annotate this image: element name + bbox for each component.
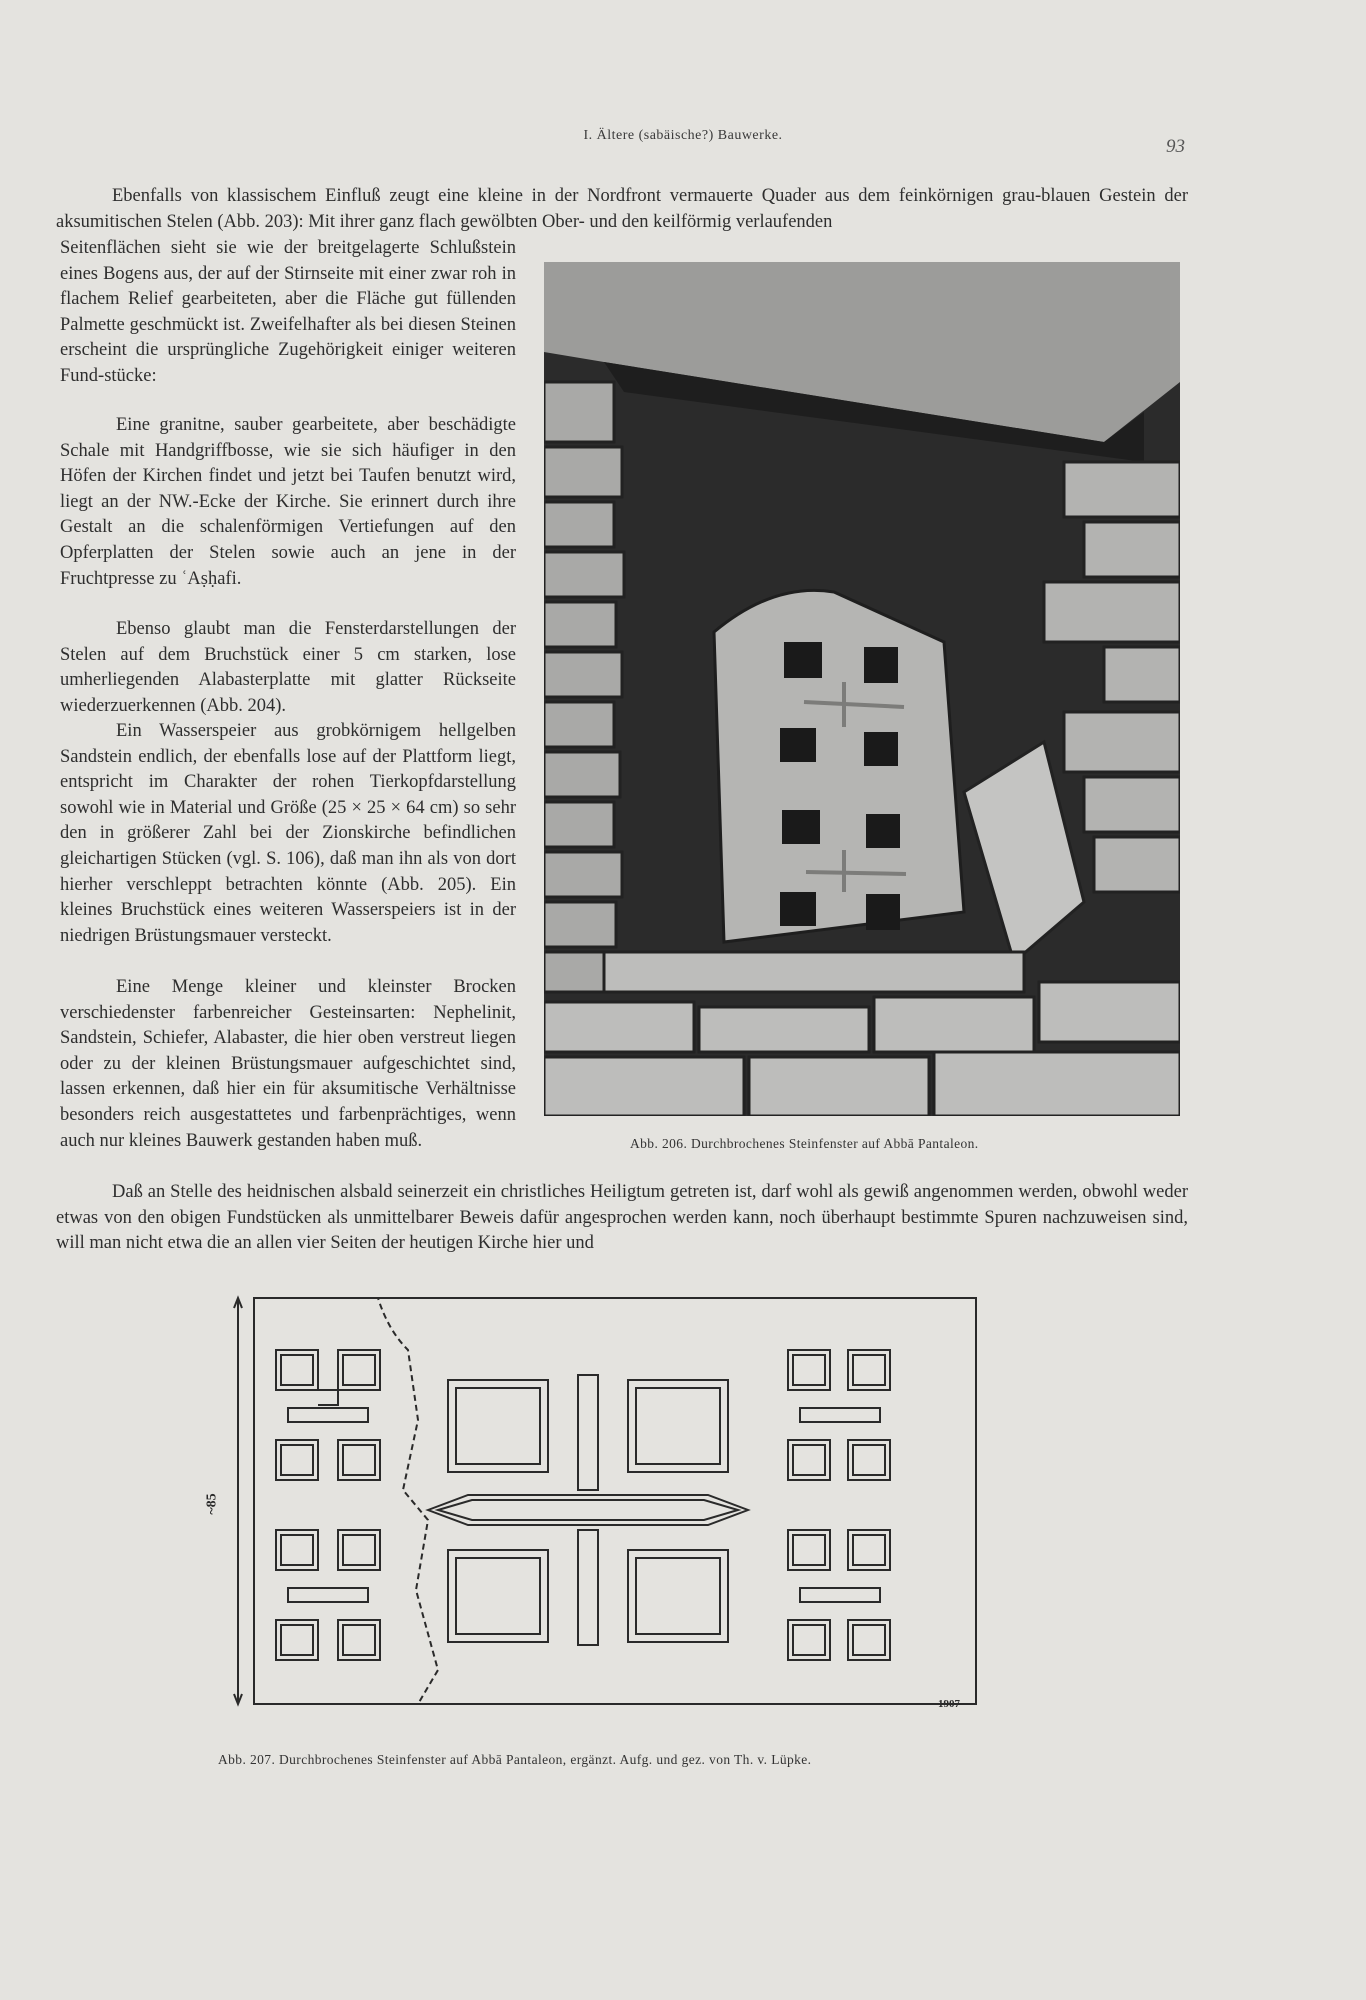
paragraph-1: Ebenfalls von klassischem Einfluß zeugt eine kleine in der Nordfront vermauerte Quader aus dem feinkörnigen grau-blauen Gestein der aksumitischen Stelen (Abb. 203): Mit ihrer ganz flach gewölbten Ober- und den keilförmig verlaufenden	[56, 186, 1188, 232]
paragraph-1-continued: Seitenflächen sieht sie wie der breitgelagerte Schlußstein eines Bogens aus, der auf der Stirnseite mit einer zwar roh in flachem Relief gearbeiteten, aber die Fläche gut füllenden Palmette geschmückt ist. Zweifelhafter als bei diesen Steinen erscheint die ursprüngliche Zugehörigkeit einiger weiteren Fund-stücke:	[60, 238, 516, 386]
drawing-illustration	[228, 1290, 988, 1730]
paragraph-4: Ein Wasserspeier aus grobkörnigem hellgelben Sandstein endlich, der ebenfalls lose auf der Plattform liegt, entspricht im Charakter der rohen Tierkopfdarstellung sowohl wie in Material und Größe (25 × 25 × 64 cm) so sehr den in größerer Zahl bei der Zionskirche befindlichen gleichartigen Stücken (vgl. S. 106), daß man ihn als von dort hierher verschleppt betrachten könnte (Abb. 205). Ein kleines Bruchstück eines weiteren Wasserspeiers ist in der niedrigen Brüstungsmauer versteckt.	[60, 721, 516, 946]
page-number: 93	[1166, 136, 1185, 157]
photo-stone-window	[544, 262, 1180, 1116]
paragraph-5: Eine Menge kleiner und kleinster Brocken verschiedenster farbenreicher Gesteinsarten: Nephelinit, Sandstein, Schiefer, Alabaster, die hier oben verstreut liegen oder zu der kleinen Brüstungsmauer aufgeschichtet sind, lassen erkennen, daß hier ein für aksumitische Verhältnisse besonders reich ausgestattetes und farbenprächtiges, wenn auch nur kleines Bauwerk gestanden haben muß.	[60, 977, 516, 1151]
figure-207-caption: Abb. 207. Durchbrochenes Steinfenster auf Abbā Pantaleon, ergänzt. Aufg. und gez. von Th. v. Lüpke.	[218, 1752, 812, 1767]
paragraph-3: Ebenso glaubt man die Fensterdarstellungen der Stelen auf dem Bruchstück einer 5 cm starken, lose umherliegenden Alabasterplatte mit glatter Rückseite wiederzuerkennen (Abb. 204).	[60, 619, 516, 716]
paragraph-2: Eine granitne, sauber gearbeitete, aber beschädigte Schale mit Handgriffbosse, wie sie sich häufiger in den Höfen der Kirchen findet und jetzt bei Taufen benutzt wird, liegt an der NW.-Ecke der Kirche. Sie erinnert durch ihre Gestalt an die schalenförmigen Vertiefungen auf den Opferplatten der Stelen sowie auch an jene in der Fruchtpresse zu ʿAṣḥafi.	[60, 415, 516, 589]
running-title: I. Ältere (sabäische?) Bauwerke.	[583, 128, 783, 143]
drawing-stone-window-reconstruction	[204, 1290, 988, 1730]
scale-label: 1907	[938, 1698, 960, 1710]
photo-illustration	[544, 262, 1180, 1116]
dimension-label: ~85	[204, 1493, 220, 1515]
figure-206-caption: Abb. 206. Durchbrochenes Steinfenster auf Abbā Pantaleon.	[630, 1136, 979, 1151]
paragraph-6: Daß an Stelle des heidnischen alsbald seinerzeit ein christliches Heiligtum getreten ist, darf wohl als gewiß angenommen werden, obwohl weder etwas von den obigen Fundstücken als unmittelbarer Beweis dafür angesprochen werden kann, noch überhaupt bestimmte Spuren nachzuweisen sind, will man nicht etwa die an allen vier Seiten der heutigen Kirche hier und	[56, 1182, 1188, 1254]
